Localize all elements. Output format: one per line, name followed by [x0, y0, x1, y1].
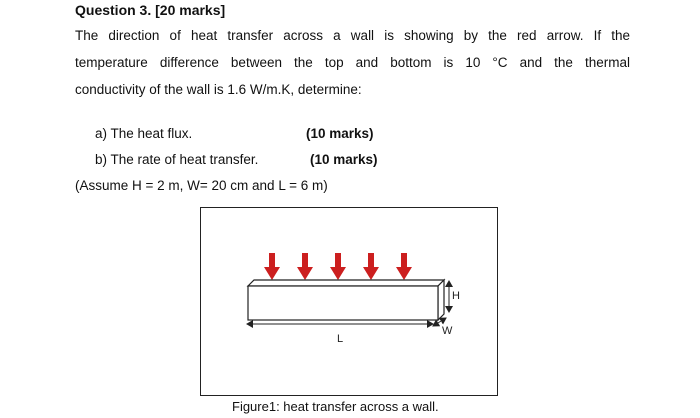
figure-frame	[200, 207, 498, 396]
assumption-text: (Assume H = 2 m, W= 20 cm and L = 6 m)	[75, 178, 328, 193]
heat-arrow-icon	[264, 253, 280, 280]
heat-arrows	[264, 253, 412, 280]
item-b-marks: (10 marks)	[310, 152, 378, 167]
item-a-marks: (10 marks)	[306, 126, 374, 141]
question-heading: Question 3. [20 marks]	[75, 2, 226, 18]
heat-arrow-icon	[330, 253, 346, 280]
heat-arrow-icon	[396, 253, 412, 280]
item-a-label: a) The heat flux.	[95, 126, 193, 141]
wall-diagram	[201, 208, 499, 397]
width-label: W	[442, 325, 453, 337]
paragraph-line: temperature difference between the top and bottom is 10 °C and the thermal	[75, 55, 630, 70]
question-paragraph	[75, 22, 630, 103]
item-b-label: b) The rate of heat transfer.	[95, 152, 259, 167]
heat-arrow-icon	[363, 253, 379, 280]
heat-arrow-icon	[297, 253, 313, 280]
paragraph-line: The direction of heat transfer across a wall is showing by the red arrow. If the	[75, 28, 630, 43]
wall-slab	[248, 280, 444, 320]
height-label: H	[452, 290, 460, 302]
length-label: L	[337, 333, 344, 345]
figure-caption: Figure1: heat transfer across a wall.	[232, 399, 439, 414]
paragraph-line: conductivity of the wall is 1.6 W/m.K, determine:	[75, 82, 362, 97]
